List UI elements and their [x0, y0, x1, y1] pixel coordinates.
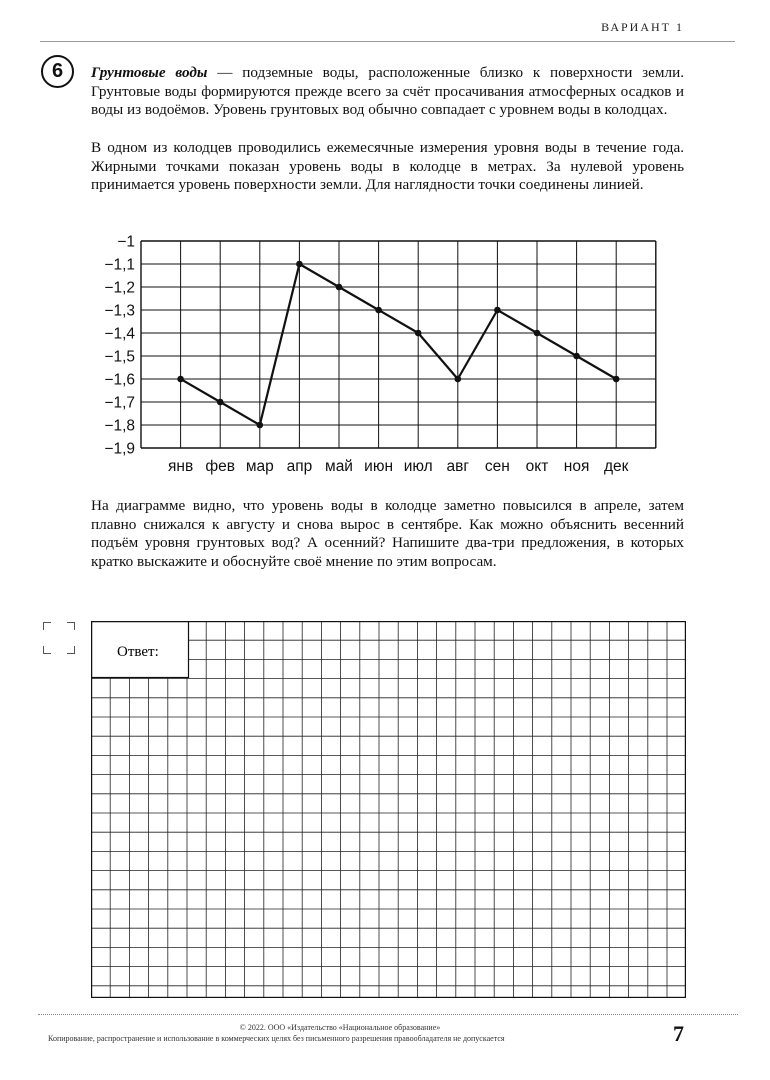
y-tick-label: −1	[117, 233, 135, 251]
task-number-badge: 6	[41, 55, 74, 88]
y-tick-label: −1,2	[104, 279, 135, 297]
data-point	[455, 376, 462, 383]
footer-copyright: © 2022. ООО «Издательство «Национальное образование»	[239, 1023, 441, 1032]
y-tick-label: −1,8	[104, 417, 135, 435]
answer-grid[interactable]	[91, 621, 686, 998]
x-tick-label: мар	[245, 458, 274, 475]
footer-notice: Копирование, распространение и использование в коммерческих целях без письменного разрешения правообладателя не допускается	[48, 1034, 505, 1043]
scan-corner-mark	[67, 622, 75, 630]
data-point	[336, 284, 343, 291]
x-tick-label: июл	[403, 458, 433, 475]
data-point	[375, 307, 382, 314]
y-tick-label: −1,7	[104, 394, 135, 412]
y-tick-label: −1,4	[104, 325, 135, 343]
x-tick-label: фев	[205, 458, 236, 475]
x-tick-label: сен	[484, 458, 510, 475]
paragraph-definition	[91, 64, 684, 120]
x-tick-label: дек	[603, 458, 629, 475]
y-tick-label: −1,5	[104, 348, 135, 366]
data-point	[534, 330, 541, 337]
x-tick-label: янв	[168, 458, 194, 475]
data-point	[415, 330, 422, 337]
term-groundwater: Грунтовые воды	[91, 64, 208, 81]
y-tick-label: −1,6	[104, 371, 135, 389]
scan-corner-mark	[67, 646, 75, 654]
header-divider	[40, 41, 735, 42]
data-point	[494, 307, 501, 314]
y-tick-label: −1,9	[104, 440, 135, 458]
footer-divider	[38, 1014, 738, 1015]
scan-corner-mark	[43, 622, 51, 630]
data-point	[573, 353, 580, 360]
x-tick-label: авг	[446, 458, 470, 475]
data-points	[177, 261, 619, 429]
data-point	[613, 376, 620, 383]
paragraph-question: На диаграмме видно, что уровень воды в колодце заметно повысился в апреле, затем плавно снижался к августу и снова вырос в сентябре. Как можно объяснить весенний подъём уровня грунтовых вод? А осенний? Напишите два-три предложения, в которых кратко выскажите и обоснуйте своё мнение по этим вопросам.	[91, 497, 684, 570]
y-tick-label: −1,3	[104, 302, 135, 320]
scan-corner-mark	[43, 646, 51, 654]
page-number: 7	[673, 1021, 684, 1046]
data-point	[177, 376, 184, 383]
x-tick-label: апр	[286, 458, 313, 475]
answer-label: Ответ:	[117, 644, 159, 660]
x-tick-label: окт	[525, 458, 549, 475]
water-level-chart	[80, 228, 680, 478]
variant-label: ВАРИАНТ 1	[601, 20, 684, 34]
data-point	[296, 261, 303, 268]
paragraph-measurements: В одном из колодцев проводились ежемесячные измерения уровня воды в течение года. Жирными точками показан уровень воды в колодце в метрах. За нулевой уровень принимается уровень поверхности земли. Для наглядности точки соединены линией.	[91, 139, 684, 194]
x-axis-labels	[168, 458, 629, 475]
paragraph-definition-text: — подземные воды, расположенные близко к поверхности земли. Грунтовые воды формируются прежде всего за счёт просачивания атмосферных осадков и воды из водоёмов. Уровень грунтовых вод обычно совпадает с уровнем воды в колодцах.	[91, 64, 684, 119]
x-tick-label: июн	[364, 458, 394, 475]
x-tick-label: ноя	[563, 458, 590, 475]
y-tick-label: −1,1	[104, 256, 135, 274]
chart-grid	[141, 241, 656, 448]
data-point	[257, 422, 264, 429]
water-level-line	[181, 264, 617, 425]
data-point	[217, 399, 224, 406]
x-tick-label: май	[325, 458, 353, 475]
y-axis-ticks	[104, 234, 135, 458]
